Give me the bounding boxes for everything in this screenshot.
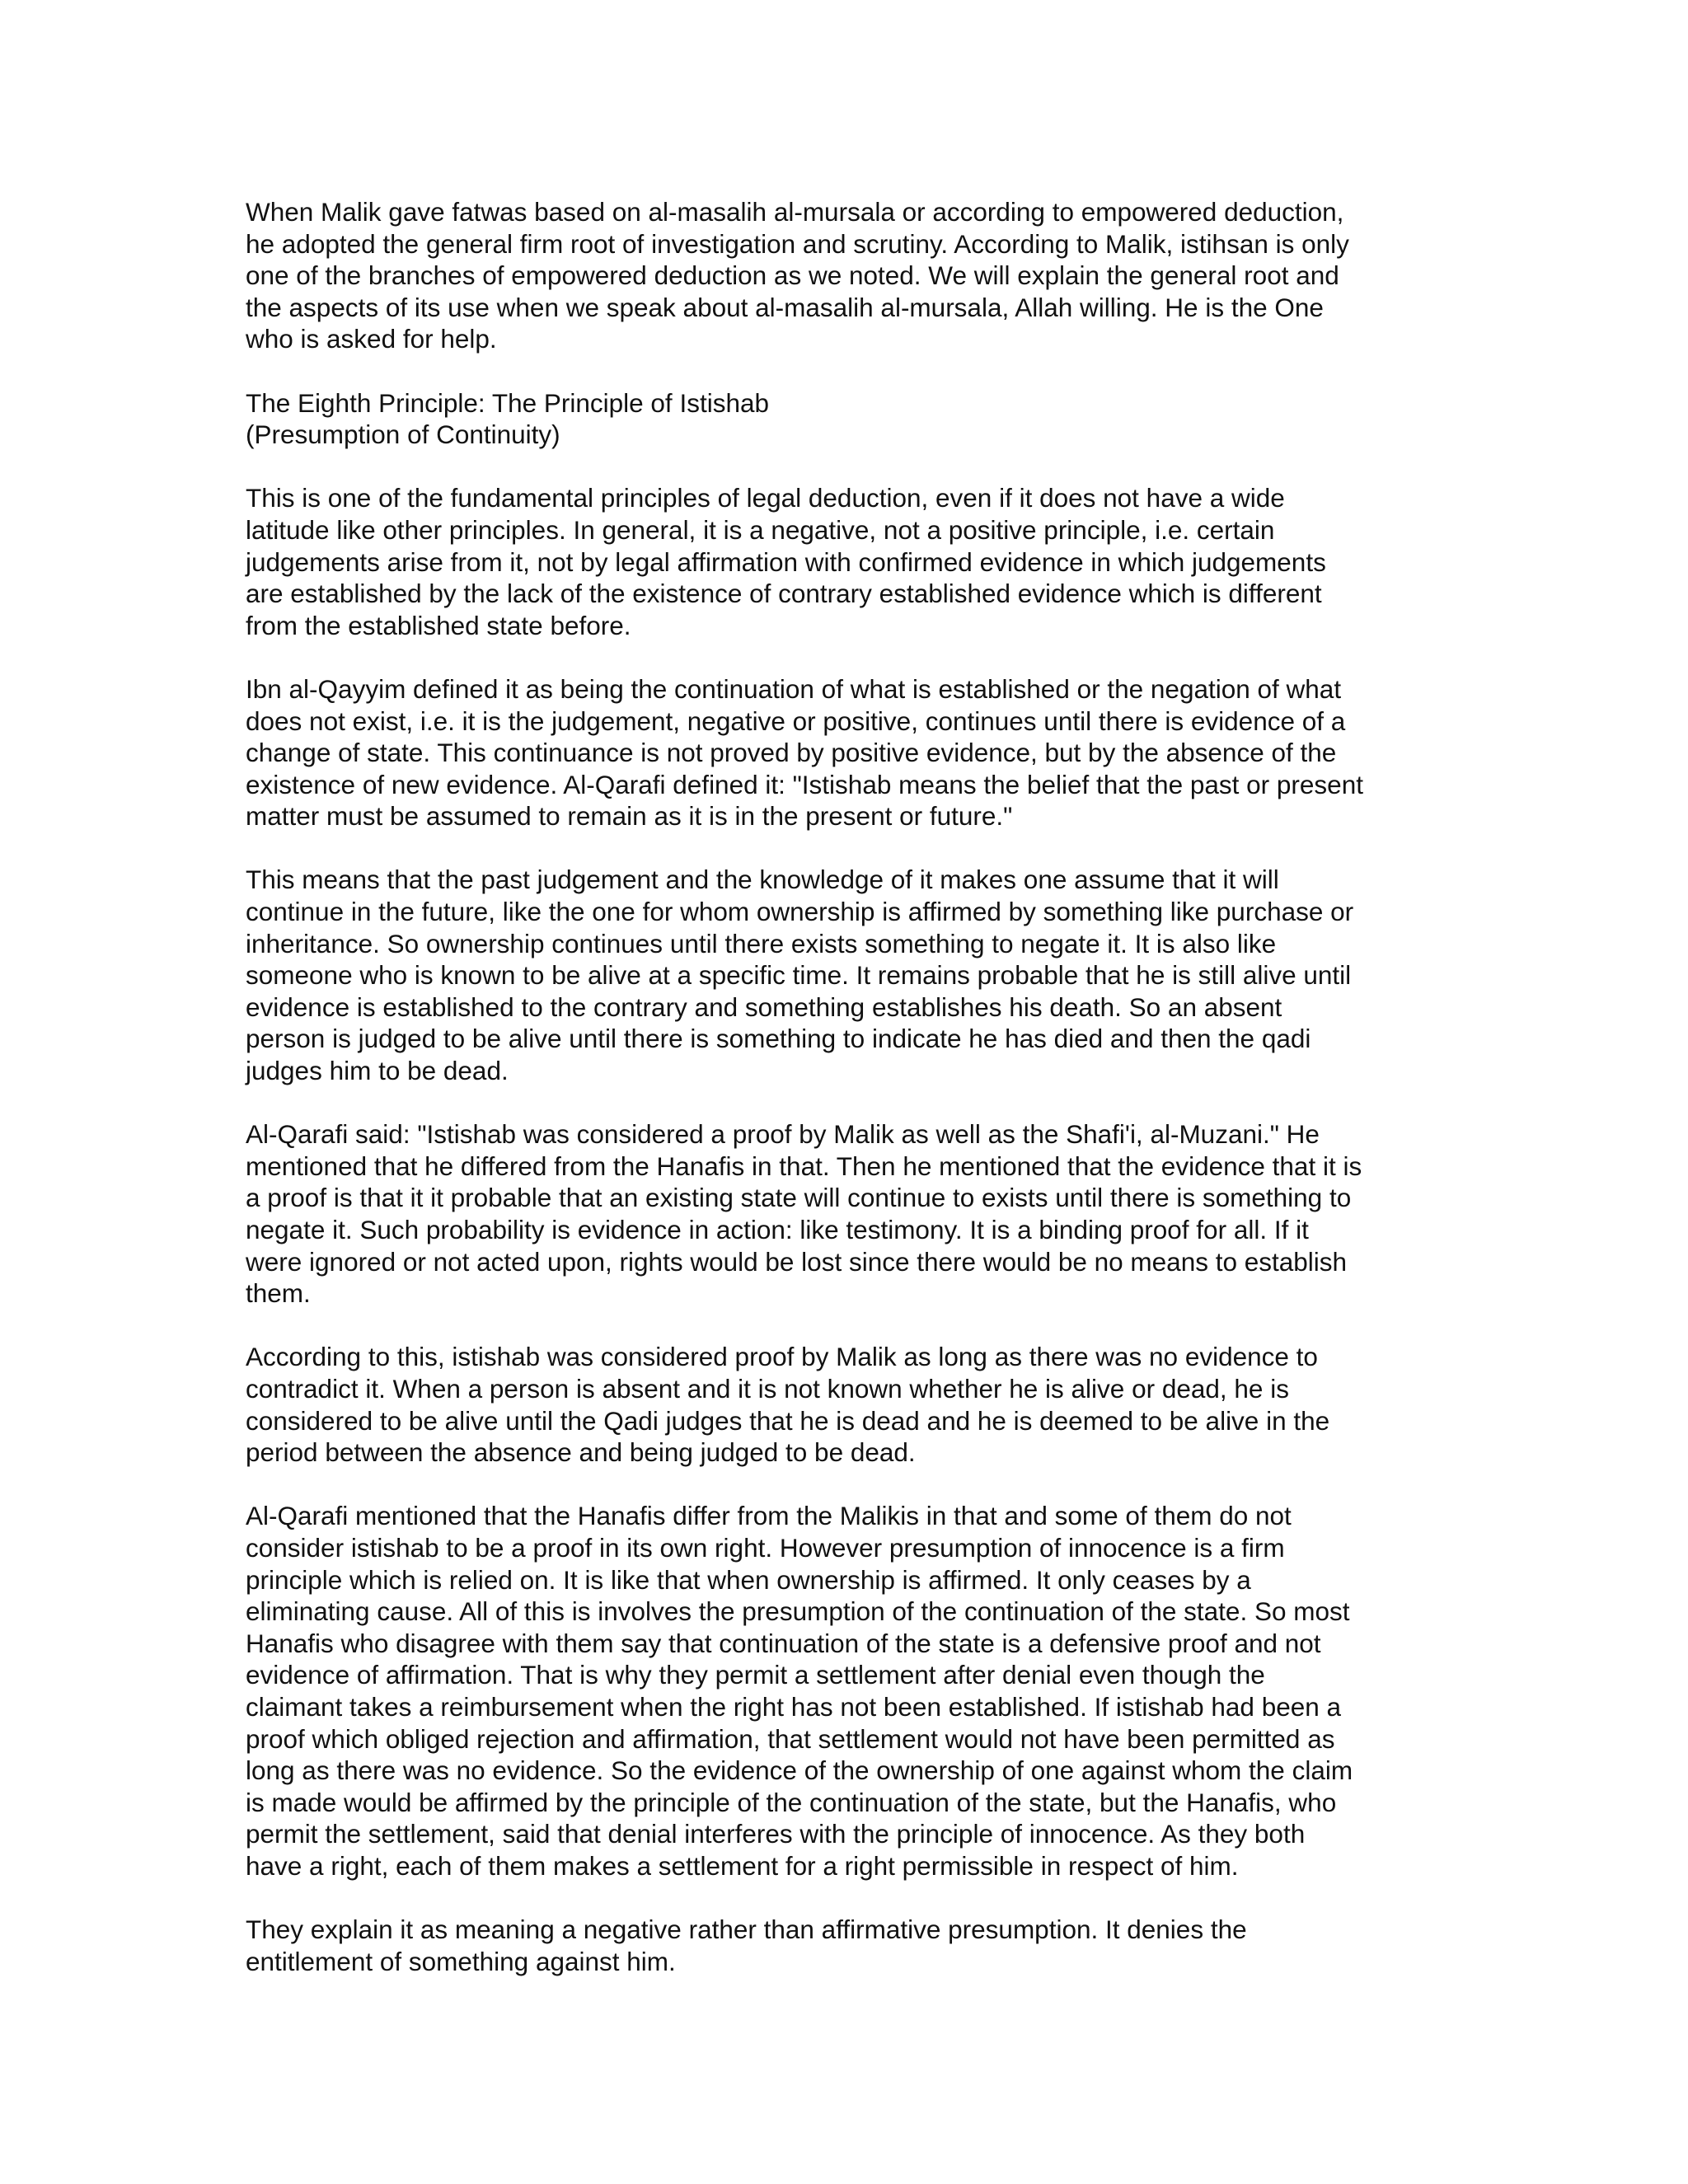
paragraph-past-judgement: This means that the past judgement and the knowledge of it makes one assume that it will continue in the future, like the one for whom ownership is affirmed by something like purchase or inheritance. So ownership continues until there exists something to negate it. It is also like someone who is known to be alive at a specific time. It remains probable that he is still alive until evidence is established to the contrary and something establishes his death. So an absent person is judged to be alive until there is something to indicate he has died and then the qadi judges him to be dead. [246, 865, 1354, 1086]
section-heading [246, 387, 1442, 451]
intro-paragraph: When Malik gave fatwas based on al-masalih al-mursala or according to empowered deduction, he adopted the general firm root of investigation and scrutiny. According to Malik, istihsan is only one of the branches of empowered deduction as we noted. We will explain the general root and the aspects of its use when we speak about al-masalih al-mursala, Allah willing. He is the One who is asked for help. [246, 197, 1349, 354]
section-heading-title: The Eighth Principle: The Principle of Istishab [246, 387, 769, 418]
section-heading-subtitle: (Presumption of Continuity) [246, 419, 560, 450]
paragraph-according-to-this: According to this, istishab was considered proof by Malik as long as there was no evidence to contradict it. When a person is absent and it is not known whether he is alive or dead, he is considered to be alive until the Qadi judges that he is dead and he is deemed to be alive in the period between the absence and being judged to be dead. [246, 1342, 1330, 1468]
paragraph-hanafis-differ: Al-Qarafi mentioned that the Hanafis differ from the Malikis in that and some of them do not consider istishab to be a proof in its own right. However presumption of innocence is a firm principle which is relied on. It is like that when ownership is affirmed. It only ceases by a eliminating cause. All of this is involves the presumption of the continuation of the state. So most Hanafis who disagree with them say that continuation of the state is a defensive proof and not evidence of affirmation. That is why they permit a settlement after denial even though the claimant takes a reimbursement when the right has not been established. If istishab had been a proof which obliged rejection and affirmation, that settlement would not have been permitted as long as there was no evidence. So the evidence of the ownership of one against whom the claim is made would be affirmed by the principle of the continuation of the state, but the Hanafis, who permit the settlement, said that denial interferes with the principle of innocence. As they both have a right, each of them makes a settlement for a right permissible in respect of him. [246, 1501, 1353, 1881]
paragraph-negative-presumption: They explain it as meaning a negative rather than affirmative presumption. It denies the entitlement of something against him. [246, 1915, 1247, 1976]
document-page [246, 196, 1442, 2009]
paragraph-ibn-al-qayyim: Ibn al-Qayyim defined it as being the continuation of what is established or the negation of what does not exist, i.e. it is the judgement, negative or positive, continues until there is evidence of a change of state. This continuance is not proved by positive evidence, but by the absence of the existence of new evidence. Al-Qarafi defined it: "Istishab means the belief that the past or present matter must be assumed to remain as it is in the present or future." [246, 673, 1363, 832]
paragraph-al-qarafi-said: Al-Qarafi said: "Istishab was considered a proof by Malik as well as the Shafi'i, al-Muzani." He mentioned that he differed from the Hanafis in that. Then he mentioned that the evidence that it is a proof is that it it probable that an existing state will continue to exists until there is something to negate it. Such probability is evidence in action: like testimony. It is a binding proof for all. If it were ignored or not acted upon, rights would be lost since there would be no means to establish them. [246, 1119, 1362, 1309]
paragraph-definition: This is one of the fundamental principles of legal deduction, even if it does not have a wide latitude like other principles. In general, it is a negative, not a positive principle, i.e. certain judgements arise from it, not by legal affirmation with confirmed evidence in which judgements are established by the lack of the existence of contrary established evidence which is different from the established state before. [246, 483, 1326, 640]
